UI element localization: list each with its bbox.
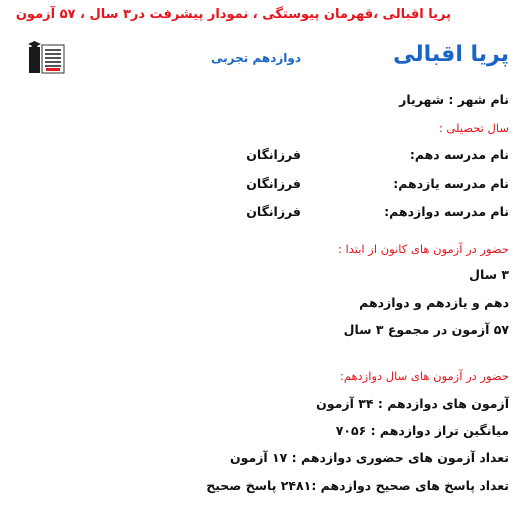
kanoon-line-total: ۵۷ آزمون در مجموع ۳ سال (343, 322, 509, 337)
school-years-title: سال تحصیلی : (438, 121, 509, 135)
student-grade: دوازدهم تجربی (211, 51, 301, 65)
city-line: نام شهر : شهریار (399, 92, 509, 107)
graduate-logo-icon (26, 41, 66, 75)
school-value-12: فرزانگان (246, 204, 301, 219)
school-value-10: فرزانگان (246, 147, 301, 162)
grade12-correct-answers: تعداد پاسخ های صحیح دوازدهم :۲۴۸۱ پاسخ صحیح (206, 478, 509, 493)
headline: پریا اقبالی ،قهرمان پیوستگی ، نمودار پیشرفت در۳ سال ، ۵۷ آزمون (15, 7, 451, 22)
school-label-11: نام مدرسه یازدهم: (393, 176, 509, 191)
school-value-11: فرزانگان (246, 176, 301, 191)
grade12-average: میانگین تراز دوازدهم : ۷۰۵۶ (335, 423, 509, 438)
kanoon-line-years: ۳ سال (469, 267, 509, 282)
kanoon-title: حضور در آزمون های کانون از ابتدا : (338, 242, 509, 256)
student-name: پریا اقبالی (393, 42, 509, 67)
school-label-10: نام مدرسه دهم: (409, 147, 509, 162)
grade12-exams: آزمون های دوازدهم : ۳۴ آزمون (316, 396, 509, 411)
school-label-12: نام مدرسه دوازدهم: (384, 204, 509, 219)
grade12-title: حضور در آزمون های سال دوازدهم: (339, 369, 509, 383)
kanoon-line-grades: دهم و یازدهم و دوازدهم (359, 295, 509, 310)
grade12-in-person: تعداد آزمون های حضوری دوازدهم : ۱۷ آزمون (229, 450, 509, 465)
